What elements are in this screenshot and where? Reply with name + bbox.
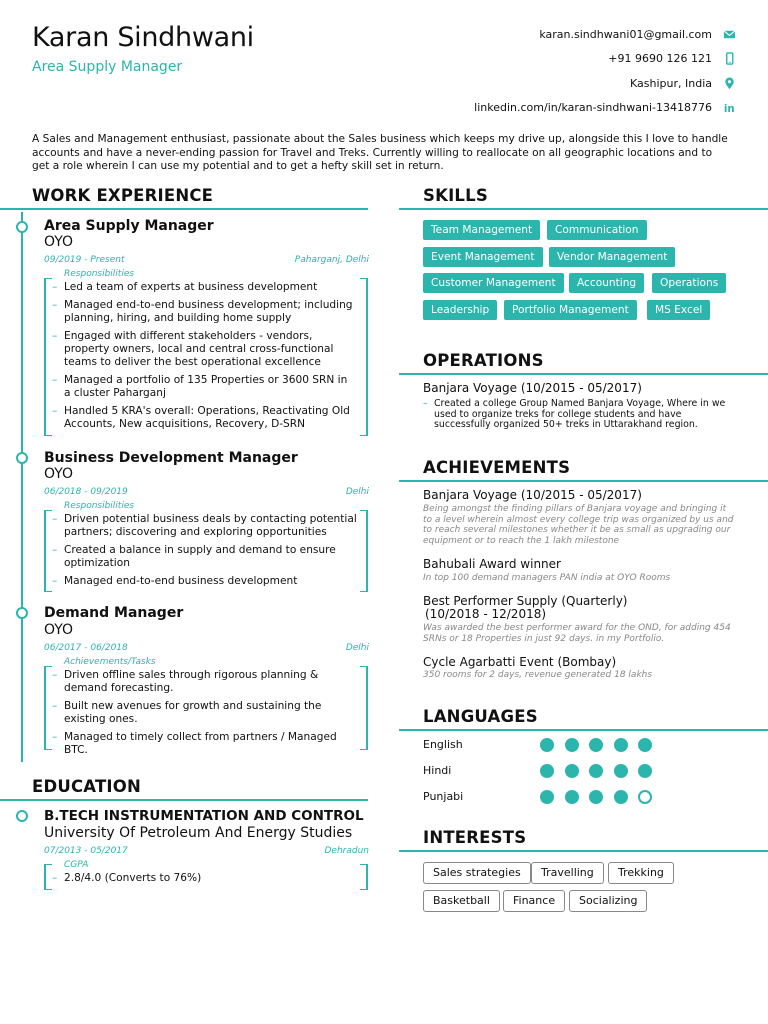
bracket-left — [44, 864, 52, 890]
bracket-left — [44, 278, 52, 436]
education-subheading: CGPA — [64, 860, 89, 870]
language-name: Hindi — [423, 764, 452, 777]
achievement-title: Bahubali Award winner — [423, 557, 561, 571]
job-company: OYO — [44, 234, 74, 250]
job-bullets — [52, 669, 357, 762]
languages-heading: LANGUAGES — [423, 707, 538, 726]
skill-tag: Leadership — [423, 300, 497, 320]
work-experience-divider — [0, 208, 368, 210]
achievements-heading: ACHIEVEMENTS — [423, 458, 571, 477]
job-bullet: – Managed to timely collect from partners / Managed BTC. — [52, 731, 357, 757]
contact-email-text: karan.sindhwani01@gmail.com — [539, 27, 712, 41]
job-bullet: – Built new avenues for growth and sustaining the existing ones. — [52, 700, 357, 726]
contact-linkedin-text: linkedin.com/in/karan-sindhwani-13418776 — [474, 100, 712, 114]
job-dates: 09/2019 - Present — [44, 255, 125, 265]
bracket-right — [360, 666, 368, 750]
interests-heading: INTERESTS — [423, 828, 527, 847]
contact-phone-text: +91 9690 126 121 — [608, 51, 712, 65]
level-dot-filled — [565, 764, 579, 778]
level-dot-filled — [614, 738, 628, 752]
summary: A Sales and Management enthusiast, passionate about the Sales business which keeps my drive up, alongside this I love to handle accounts and have a never-ending passion for Travel and Treks. Currently willing to reallocate on all geographic locations and to get a role wherein I can use my potential and to get a hefty skill set in return. — [32, 133, 728, 172]
contact-phone[interactable] — [608, 51, 736, 65]
level-dot-filled — [589, 738, 603, 752]
bracket-right — [360, 864, 368, 890]
skill-tag: MS Excel — [647, 300, 710, 320]
job-bullets — [52, 513, 357, 593]
job-location: Paharganj, Delhi — [294, 255, 369, 265]
candidate-title: Area Supply Manager — [32, 59, 183, 75]
contact-location-text: Kashipur, India — [630, 76, 712, 90]
level-dot-filled — [589, 790, 603, 804]
language-level — [540, 738, 652, 752]
skill-tag: Portfolio Management — [504, 300, 637, 320]
skill-tag: Vendor Management — [549, 247, 675, 267]
level-dot-filled — [614, 790, 628, 804]
achievement-desc: 350 rooms for 2 days, revenue generated 18 lakhs — [423, 670, 653, 680]
job-location: Delhi — [345, 487, 369, 497]
bracket-right — [360, 510, 368, 592]
bracket-left — [44, 510, 52, 592]
job-meta — [44, 255, 369, 265]
education-bullets — [52, 872, 357, 890]
job-bullet: – Led a team of experts at business development — [52, 281, 357, 294]
job-bullet: – Created a balance in supply and demand to ensure optimization — [52, 544, 357, 570]
achievements-divider — [399, 480, 768, 482]
job-subheading: Responsibilities — [64, 269, 135, 279]
education-bullet: – 2.8/4.0 (Converts to 76%) — [52, 872, 357, 885]
job-company: OYO — [44, 466, 74, 482]
achievement-title: Best Performer Supply (Quarterly) — [423, 594, 628, 608]
skill-tag: Communication — [547, 220, 647, 240]
school-name: University Of Petroleum And Energy Studies — [44, 825, 353, 841]
interest-tag: Sales strategies — [423, 862, 531, 884]
job-bullet: – Managed end-to-end business development — [52, 575, 357, 588]
interests-divider — [399, 850, 768, 852]
education-location: Dehradun — [324, 846, 369, 856]
operations-divider — [399, 373, 768, 375]
language-level — [540, 764, 652, 778]
skill-tag: Event Management — [423, 247, 543, 267]
timeline-line — [21, 212, 23, 762]
location-icon — [722, 76, 736, 90]
interest-tag: Trekking — [608, 862, 674, 884]
operations-heading: OPERATIONS — [423, 351, 544, 370]
level-dot-filled — [540, 738, 554, 752]
interest-tag: Socializing — [569, 890, 647, 912]
level-dot-filled — [614, 764, 628, 778]
achievement-desc: In top 100 demand managers PAN india at OYO Rooms — [423, 573, 671, 583]
operations-title: Banjara Voyage (10/2015 - 05/2017) — [423, 381, 642, 395]
contact-location — [630, 76, 736, 90]
candidate-name: Karan Sindhwani — [32, 22, 254, 53]
phone-icon — [722, 51, 736, 65]
level-dot-filled — [638, 764, 652, 778]
svg-text:in: in — [723, 103, 735, 114]
interest-tag: Finance — [503, 890, 565, 912]
job-subheading: Achievements/Tasks — [64, 657, 156, 667]
job-title: Business Development Manager — [44, 450, 298, 466]
level-dot-filled — [589, 764, 603, 778]
job-dates: 06/2018 - 09/2019 — [44, 487, 128, 497]
language-level — [540, 790, 652, 804]
job-bullet: – Driven offline sales through rigorous planning & demand forecasting. — [52, 669, 357, 695]
skill-tag: Customer Management — [423, 273, 564, 293]
email-icon — [722, 27, 736, 41]
job-location: Delhi — [345, 643, 369, 653]
language-name: Punjabi — [423, 790, 464, 803]
job-dates: 06/2017 - 06/2018 — [44, 643, 128, 653]
achievement-title: Cycle Agarbatti Event (Bombay) — [423, 655, 617, 669]
job-company: OYO — [44, 622, 74, 638]
timeline-dot — [16, 607, 28, 619]
job-bullet: – Handled 5 KRA's overall: Operations, Reactivating Old Accounts, New acquisitions, Recovery, D-SRN — [52, 405, 357, 431]
level-dot-empty — [638, 790, 652, 804]
level-dot-filled — [540, 790, 554, 804]
level-dot-filled — [565, 738, 579, 752]
education-heading: EDUCATION — [32, 777, 141, 796]
achievement-desc: Being amongst the finding pillars of Banjara voyage and bringing it to a level wherein almost every college trip was organized by us and to reach several milestones whether it be as small as upgrading our equipment or to reach the 1 lakh milestone — [423, 504, 734, 546]
job-bullet: – Managed end-to-end business development; including planning, hiring, and building home supply — [52, 299, 357, 325]
job-bullets — [52, 281, 357, 436]
education-divider — [0, 799, 368, 801]
contact-linkedin[interactable] — [474, 100, 736, 114]
languages-divider — [399, 729, 768, 731]
contact-email[interactable] — [539, 27, 736, 41]
achievement-desc: Was awarded the best performer award for the OND, for adding 454 SRNs or 18 Properties in just 92 days. in my Portfolio. — [423, 623, 731, 644]
job-meta — [44, 643, 369, 653]
level-dot-filled — [540, 764, 554, 778]
job-bullet: – Driven potential business deals by contacting potential partners; discovering and exploring opportunities — [52, 513, 357, 539]
job-subheading: Responsibilities — [64, 501, 135, 511]
linkedin-icon — [722, 100, 736, 114]
skill-tag: Accounting — [569, 273, 644, 293]
level-dot-filled — [638, 738, 652, 752]
skill-tag: Team Management — [423, 220, 540, 240]
education-meta — [44, 846, 369, 856]
job-title: Demand Manager — [44, 605, 184, 621]
bracket-left — [44, 666, 52, 750]
timeline-dot — [16, 452, 28, 464]
bracket-right — [360, 278, 368, 436]
job-bullet: – Managed a portfolio of 135 Properties or 3600 SRN in a cluster Paharganj — [52, 374, 357, 400]
level-dot-filled — [565, 790, 579, 804]
interest-tag: Basketball — [423, 890, 500, 912]
degree-title: B.TECH INSTRUMENTATION AND CONTROL — [44, 808, 364, 824]
job-title: Area Supply Manager — [44, 218, 214, 234]
job-bullet: – Engaged with different stakeholders - vendors, property owners, local and central cross-functional teams to deliver the best operational excellence — [52, 330, 357, 369]
interest-tag: Travelling — [531, 862, 604, 884]
language-name: English — [423, 738, 463, 751]
skill-tag: Operations — [652, 273, 726, 293]
achievement-title-dates: (10/2018 - 12/2018) — [425, 607, 547, 621]
operations-bullet: – Created a college Group Named Banjara Voyage, Where in we used to organize treks for college students and have successfully organized 50+ treks in Uttarakhand region. — [423, 399, 738, 431]
education-dates: 07/2013 - 05/2017 — [44, 846, 128, 856]
skills-divider — [399, 208, 768, 210]
skills-heading: SKILLS — [423, 186, 488, 205]
work-experience-heading: WORK EXPERIENCE — [32, 186, 214, 205]
timeline-dot — [16, 810, 28, 822]
timeline-dot — [16, 221, 28, 233]
achievement-title: Banjara Voyage (10/2015 - 05/2017) — [423, 488, 642, 502]
job-meta — [44, 487, 369, 497]
